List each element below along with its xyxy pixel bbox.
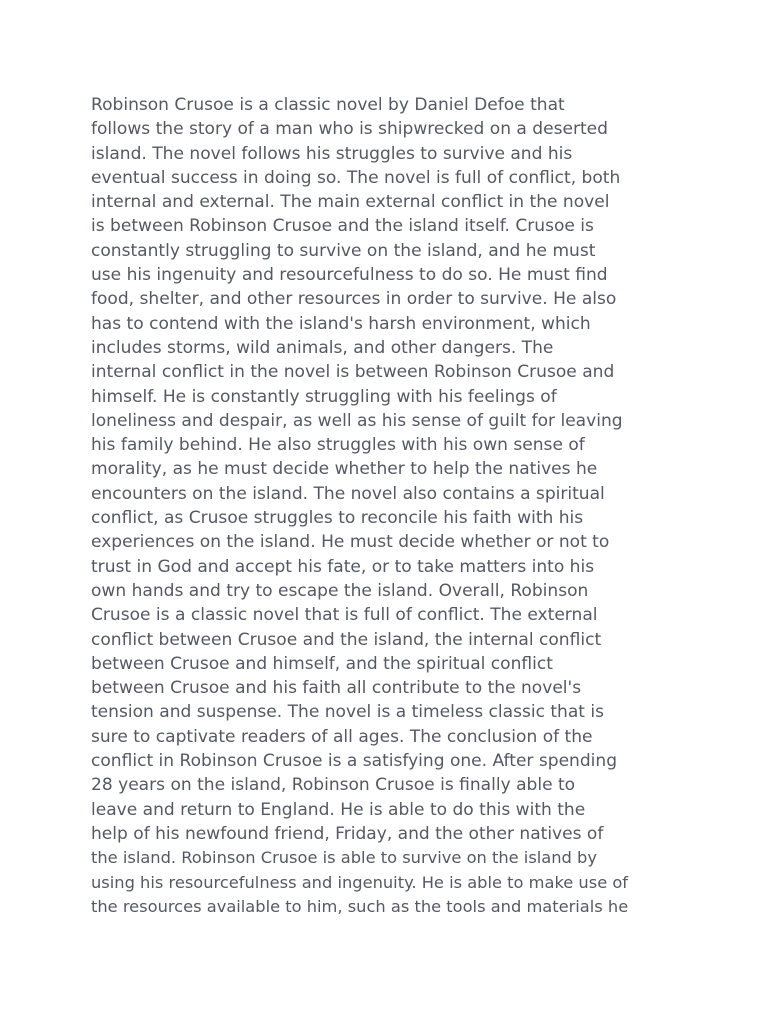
text-line: Robinson Crusoe is a classic novel by Daniel Defoe that bbox=[91, 95, 565, 115]
text-line: between Crusoe and his faith all contribute to the novel's bbox=[91, 678, 582, 699]
text-line: himself. He is constantly struggling with his feelings of bbox=[91, 386, 557, 407]
text-line: use his ingenuity and resourcefulness to do so. He must find bbox=[91, 265, 608, 286]
text-line: internal conflict in the novel is between Robinson Crusoe and bbox=[91, 362, 615, 383]
essay-text bbox=[91, 93, 691, 919]
text-line: is between Robinson Crusoe and the island itself. Crusoe is bbox=[91, 216, 594, 237]
text-line: Crusoe is a classic novel that is full of conflict. The external bbox=[91, 605, 598, 626]
text-line: constantly struggling to survive on the island, and he must bbox=[91, 240, 596, 261]
text-line: island. The novel follows his struggles to survive and his bbox=[91, 143, 573, 164]
text-line: sure to captivate readers of all ages. The conclusion of the bbox=[91, 726, 593, 747]
text-line: the island. Robinson Crusoe is able to survive on the island by bbox=[91, 848, 597, 868]
text-line: trust in God and accept his fate, or to take matters into his bbox=[91, 556, 595, 577]
text-line: follows the story of a man who is shipwrecked on a deserted bbox=[91, 119, 608, 140]
text-line: his family behind. He also struggles with his own sense of bbox=[91, 435, 585, 456]
text-line: experiences on the island. He must decide whether or not to bbox=[91, 532, 610, 553]
text-line: the resources available to him, such as the tools and materials he bbox=[91, 896, 629, 916]
text-line: using his resourcefulness and ingenuity. He is able to make use of bbox=[91, 872, 629, 892]
text-line: own hands and try to escape the island. Overall, Robinson bbox=[91, 580, 589, 601]
text-line: leave and return to England. He is able to do this with the bbox=[91, 799, 586, 820]
text-line: 28 years on the island, Robinson Crusoe is finally able to bbox=[91, 775, 576, 796]
text-line: conflict in Robinson Crusoe is a satisfying one. After spending bbox=[91, 751, 618, 772]
text-line: loneliness and despair, as well as his sense of guilt for leaving bbox=[91, 410, 623, 431]
text-line: has to contend with the island's harsh environment, which bbox=[91, 313, 591, 334]
text-line: encounters on the island. The novel also contains a spiritual bbox=[91, 483, 605, 504]
text-line: help of his newfound friend, Friday, and the other natives of bbox=[91, 823, 604, 844]
text-line: morality, as he must decide whether to help the natives he bbox=[91, 459, 598, 480]
text-line: food, shelter, and other resources in order to survive. He also bbox=[91, 289, 617, 310]
text-line: between Crusoe and himself, and the spiritual conflict bbox=[91, 653, 553, 674]
text-line: conflict, as Crusoe struggles to reconcile his faith with his bbox=[91, 508, 584, 529]
text-line: eventual success in doing so. The novel is full of conflict, both bbox=[91, 167, 621, 188]
text-line: includes storms, wild animals, and other dangers. The bbox=[91, 337, 554, 358]
text-line: tension and suspense. The novel is a timeless classic that is bbox=[91, 702, 605, 723]
text-line: internal and external. The main external conflict in the novel bbox=[91, 192, 610, 213]
text-line: conflict between Crusoe and the island, the internal conflict bbox=[91, 629, 602, 650]
